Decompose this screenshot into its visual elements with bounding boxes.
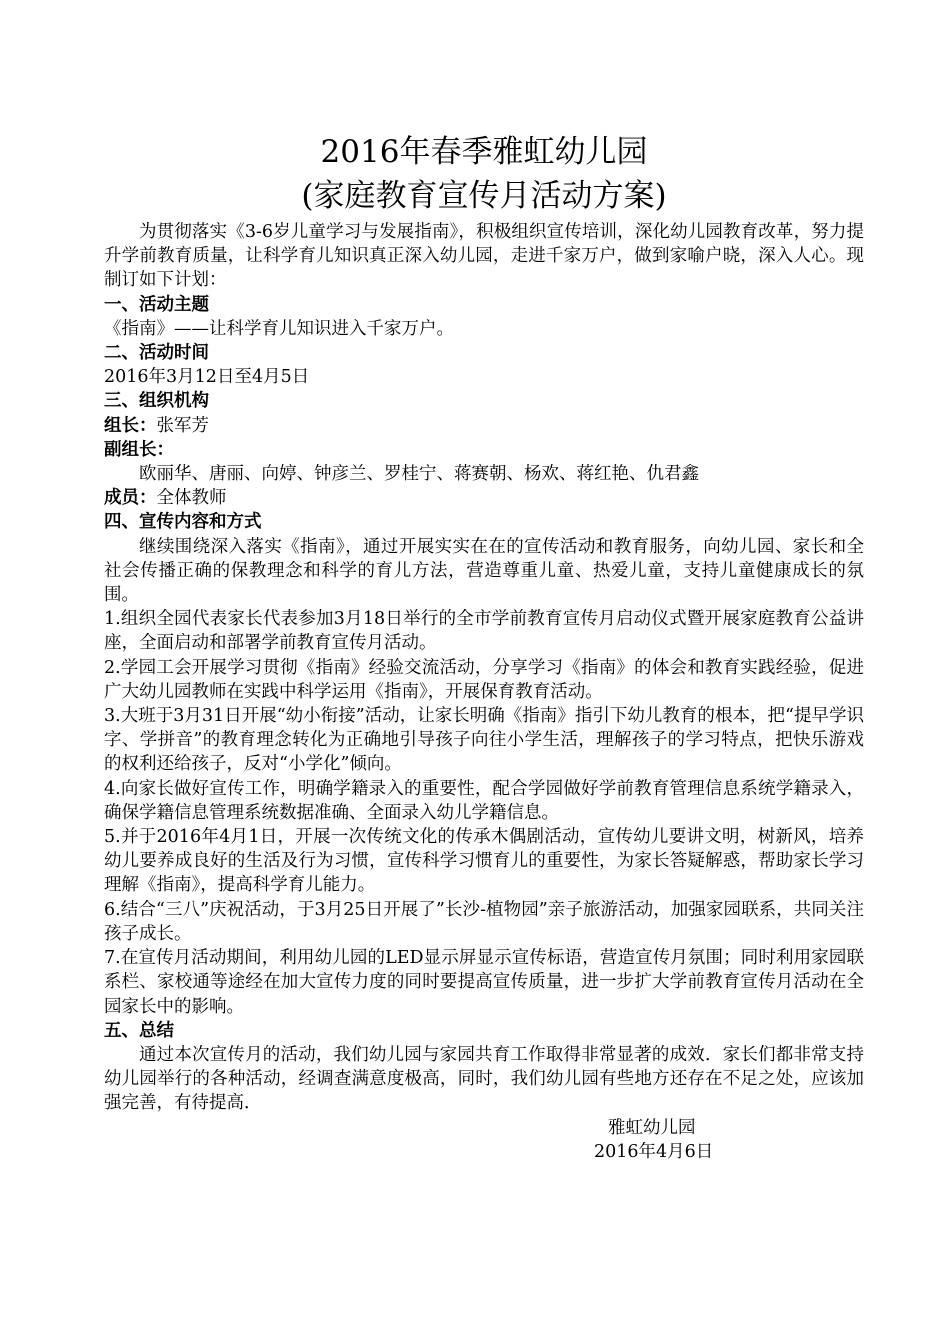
list-item: 4.向家长做好宣传工作，明确学籍录入的重要性，配合学园做好学前教育管理信息系统学籍录入，确保学籍信息管理系统数据准确、全面录入幼儿学籍信息。 <box>104 778 864 823</box>
document-subtitle: (家庭教育宣传月活动方案) <box>301 178 667 214</box>
signature-org: 雅虹幼儿园 <box>608 1117 696 1138</box>
list-item: 3.大班于3月31日开展“幼小衔接”活动，让家长明确《指南》指引下幼儿教育的根本，把“提早学识字、学拼音”的教育理念转化为正确地引导孩子向往小学生活，理解孩子的学习特点，把快乐游戏的权利还给孩子，反对“小学化”倾向。 <box>104 706 864 775</box>
section-3-heading: 三、组织机构 <box>104 391 209 412</box>
leader-name: 张军芳 <box>156 415 209 436</box>
leader-label: 组长： <box>104 415 157 436</box>
section-4-heading: 四、宣传内容和方式 <box>104 512 262 533</box>
vice-leader-label: 副组长： <box>104 439 174 460</box>
section-1-heading: 一、活动主题 <box>104 294 209 315</box>
document-page <box>104 130 864 1164</box>
leader-line <box>104 414 864 438</box>
section-2-heading: 二、活动时间 <box>104 343 209 364</box>
vice-leader-names: 欧丽华、唐丽、向婷、钟彦兰、罗桂宁、蒋赛朝、杨欢、蒋红艳、仇君鑫 <box>139 464 699 485</box>
list-item: 6.结合“三八”庆祝活动，于3月25日开展了”长沙-植物园”亲子旅游活动，加强家园联系，共同关注孩子成长。 <box>104 899 864 944</box>
signature-date: 2016年4月6日 <box>594 1141 714 1162</box>
section-2-text: 2016年3月12日至4月5日 <box>104 367 310 388</box>
section-1-text: 《指南》——让科学育儿知识进入千家万户。 <box>104 318 454 339</box>
section-4-intro: 继续围绕深入落实《指南》，通过开展实实在在的宣传活动和教育服务，向幼儿园、家长和全社会传播正确的保教理念和科学的育儿方法，营造尊重儿童、热爱儿童，支持儿童健康成长的氛围。 <box>104 536 864 606</box>
intro-paragraph: 为贯彻落实《3-6岁儿童学习与发展指南》，积极组织宣传培训，深化幼儿园教育改革，努力提升学前教育质量，让科学育儿知识真正深入幼儿园，走进千家万户，做到家喻户晓，深入人心。现制订如下计划： <box>104 222 864 291</box>
members-line <box>104 486 864 510</box>
members-label: 成员： <box>104 488 157 509</box>
list-item: 2.学园工会开展学习贯彻《指南》经验交流活动，分享学习《指南》的体会和教育实践经验，促进广大幼儿园教师在实践中科学运用《指南》，开展保育教育活动。 <box>104 657 864 702</box>
members-value: 全体教师 <box>156 488 227 509</box>
section-5-text: 通过本次宣传月的活动，我们幼儿园与家园共育工作取得非常显著的成效．家长们都非常支持幼儿园举行的各种活动，经调查满意度极高，同时，我们幼儿园有些地方还存在不足之处，应该加强完善，有待提高． <box>104 1044 864 1114</box>
list-item: 5.并于2016年4月1日，开展一次传统文化的传承木偶剧活动，宣传幼儿要讲文明，树新风，培养幼儿要养成良好的生活及行为习惯，宣传科学习惯育儿的重要性，为家长答疑解惑，帮助家长学习理解《指南》，提高科学育儿能力。 <box>104 827 864 896</box>
section-5-heading: 五、总结 <box>104 1020 174 1041</box>
document-title: 2016年春季雅虹幼儿园 <box>320 134 648 170</box>
list-item: 7.在宣传月活动期间，利用幼儿园的LED显示屏显示宣传标语，营造宣传月氛围；同时利用家园联系栏、家校通等途经在加大宣传力度的同时要提高宣传质量，进一步扩大学前教育宣传月活动在全园家长中的影响。 <box>104 948 864 1017</box>
title-block <box>104 130 864 218</box>
list-item: 1.组织全园代表家长代表参加3月18日举行的全市学前教育宣传月启动仪式暨开展家庭教育公益讲座，全面启动和部署学前教育宣传月活动。 <box>104 609 864 654</box>
